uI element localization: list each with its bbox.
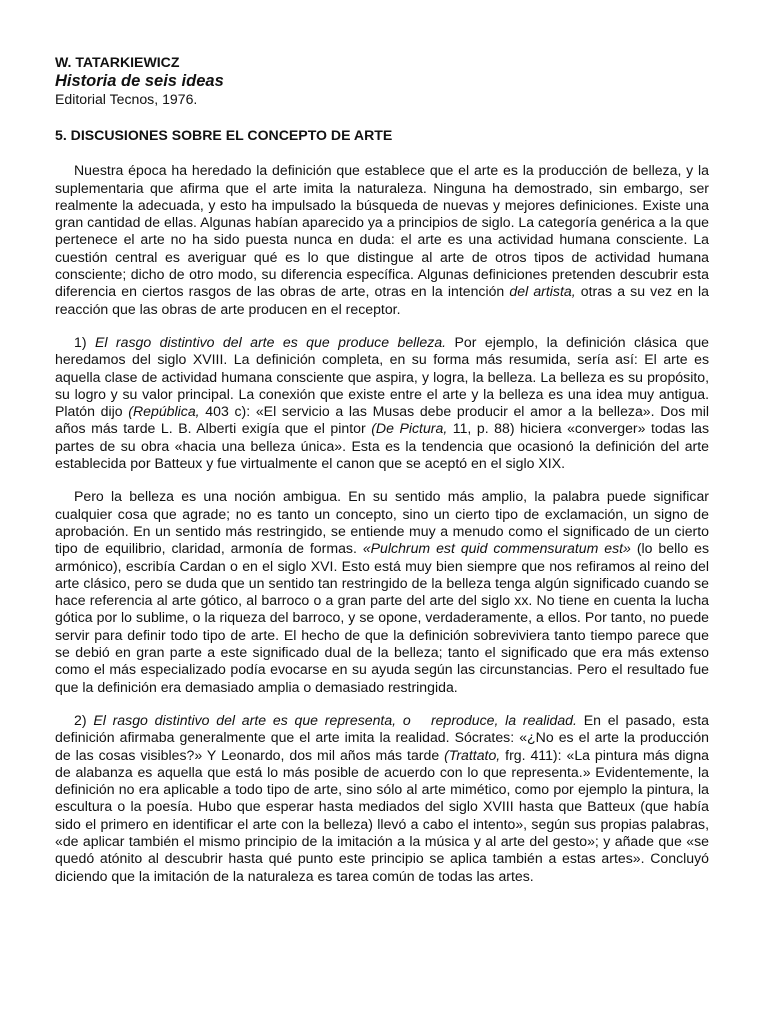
paragraph-intro (55, 162, 709, 318)
italic-text-run: (República, (128, 403, 200, 420)
text-run: 403 c): «El servicio a las Musas debe producir el amor a la belleza». Dos mil años más tarde L. B. Alberti exigía que el pintor (55, 403, 709, 437)
paragraph-definition-representation (55, 712, 709, 885)
text-run: En el pasado, esta definición afirmaba generalmente que el arte imita la realidad. Sócrates: «¿No es el arte la producción de las cosas visibles?» Y Leonardo, dos mil años más tarde (55, 711, 710, 763)
book-title: Historia de seis ideas (55, 72, 224, 90)
text-run: Pero la belleza es una noción ambigua. En su sentido más amplio, la palabra puede significar cualquier cosa que agrade; no es tanto un concepto, sino un cierto tipo de exclamación, un signo de aprobación. En un sentido más restringido, se entiende muy a menudo como el significado de un cierto tipo de equilibrio, claridad, armonía de formas. (55, 488, 709, 557)
author-name: W. TATARKIEWICZ (55, 54, 180, 70)
text-run: 11, p. 88) hiciera «converger» todas las partes de su obra «hacia una belleza única». Esta es la tendencia que ocasionó la definición del arte establecida por Batteux y fue virtualmente el canon que se aceptó en el siglo XIX. (55, 420, 709, 472)
italic-text-run: del artista, (509, 283, 576, 300)
italic-text-run: (De Pictura, (371, 420, 448, 437)
text-run: 1) (74, 333, 95, 350)
text-run: 2) (74, 711, 94, 728)
italic-text-run: El rasgo distintivo del arte es que representa, o reproduce, la realidad. (93, 711, 577, 728)
text-run: Por ejemplo, la definición clásica que heredamos del siglo XVIII. La definición completa, en su forma más resumida, sería así: El arte es aquella clase de actividad humana consciente que aspira, y logra, la belleza. La belleza es su propósito, su logro y su valor principal. La conexión que existe entre el arte y la belleza es una idea muy antigua. Platón dijo (55, 333, 709, 420)
publisher-line: Editorial Tecnos, 1976. (55, 91, 198, 107)
italic-text-run: El rasgo distintivo del arte es que produce belleza. (94, 333, 447, 350)
paragraph-beauty-ambiguity (55, 488, 709, 696)
text-run: Nuestra época ha heredado la definición que establece que el arte es la producción de belleza, y la suplementaria que afirma que el arte imita la naturaleza. Ninguna ha demostrado, sin embargo, ser realmente la adecuada, y esto ha impulsado la búsqueda de nuevas y mejores definiciones. Existe una gran cantidad de ellas. Algunas habían aparecido ya a principios de siglo. La categoría genérica a la que pertenece el arte no ha sido puesta nunca en duda: el arte es una actividad humana consciente. La cuestión central es averiguar qué es lo que distingue al arte de otros tipos de actividad humana consciente; dicho de otro modo, su diferencia específica. Algunas definiciones pretenden descubrir esta diferencia en ciertos rasgos de las obras de arte, otras en la intención (55, 162, 709, 300)
section-heading: 5. DISCUSIONES SOBRE EL CONCEPTO DE ARTE (55, 127, 393, 143)
document-page (55, 54, 709, 901)
paragraph-definition-beauty (55, 334, 709, 472)
italic-text-run: «Pulchrum est quid commensuratum est» (362, 540, 631, 557)
italic-text-run: (Trattato, (444, 746, 501, 763)
text-run: frg. 411): «La pintura más digna de alabanza es aquella que está lo más posible de acuerdo con lo que representa.» Evidentemente, la definición no era aplicable a todo tipo de arte, sino sólo al arte mimético, como por ejemplo la pintura, la escultura o la poesía. Hubo que esperar hasta mediados del siglo XVIII hasta que Batteux (que había sido el primero en identificar el arte con la belleza) llevó a cabo el intento», según sus propias palabras, «de aplicar también el mismo principio de la imitación a la música y al arte del gesto»; y añade que «se quedó atónito al descubrir hasta qué punto este principio se aplica también a estas artes». Concluyó diciendo que la imitación de la naturaleza es tarea común de todas las artes. (55, 746, 710, 884)
text-run: otras a su vez en la reacción que las obras de arte producen en el receptor. (55, 283, 709, 317)
text-run: (lo bello es armónico), escribía Cardan o en el siglo XVI. Esto está muy bien siempre que nos refiramos al reino del arte clásico, pero se duda que un sentido tan restringido de la belleza tenga algún significado cuando se hace referencia al arte gótico, al barroco o a gran parte del arte del siglo xx. No tiene en cuenta la lucha gótica por lo sublime, o la riqueza del barroco, y se opone, verdaderamente, a ellos. Por tanto, no puede servir para definir todo tipo de arte. El hecho de que la definición sobreviviera tanto tiempo parece que se debió en gran parte a este significado dual de la belleza; tanto el significado que era más extenso como el más especializado podía evocarse en su ayuda según las circunstancias. Pero el resultado fue que la definición era demasiado amplia o demasiado restringida. (55, 540, 709, 695)
